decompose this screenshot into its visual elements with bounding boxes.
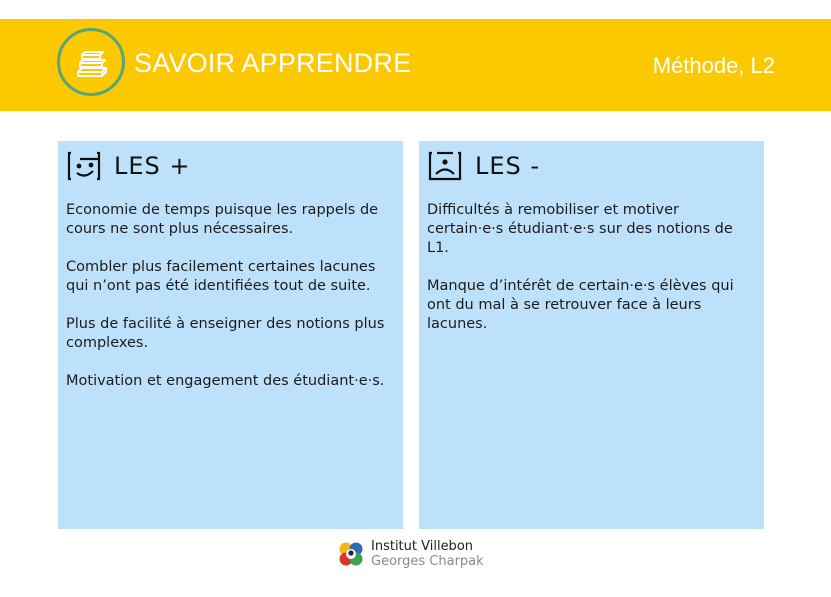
pros-label: LES + — [114, 152, 191, 180]
logo-text — [371, 539, 484, 569]
pros-list — [66, 201, 396, 410]
pros-item: Combler plus facilement certaines lacunes qui n’ont pas été identifiées tout de suite. — [66, 259, 376, 294]
cons-card-header — [427, 150, 540, 182]
sad-face-icon — [427, 150, 463, 182]
logo-line-1: Institut Villebon — [371, 539, 474, 554]
cons-label: LES - — [475, 152, 541, 180]
cons-item: Difficultés à remobiliser et motiver certain·e·s étudiant·e·s sur des notions de L1. — [427, 202, 733, 256]
badge — [57, 28, 125, 96]
page-subtitle: Méthode, L2 — [652, 53, 775, 78]
books-icon — [72, 43, 112, 83]
cons-item: Manque d’intérêt de certain·e·s élèves qui ont du mal à se retrouver face à leurs lacunes. — [427, 278, 734, 332]
pros-item: Plus de facilité à enseigner des notions plus complexes. — [66, 316, 385, 351]
pros-item: Economie de temps puisque les rappels de cours ne sont plus nécessaires. — [66, 202, 379, 237]
footer-logo — [336, 538, 484, 570]
pros-card-header — [66, 150, 191, 182]
page-title: SAVOIR APPRENDRE — [134, 48, 412, 78]
cons-list — [427, 201, 757, 353]
smiling-face-icon — [66, 150, 102, 182]
pros-item: Motivation et engagement des étudiant·e·s. — [66, 373, 385, 389]
cons-card — [419, 141, 764, 529]
institut-villebon-logo-icon — [336, 539, 366, 569]
logo-line-2: Georges Charpak — [371, 554, 484, 569]
pros-card — [58, 141, 403, 529]
